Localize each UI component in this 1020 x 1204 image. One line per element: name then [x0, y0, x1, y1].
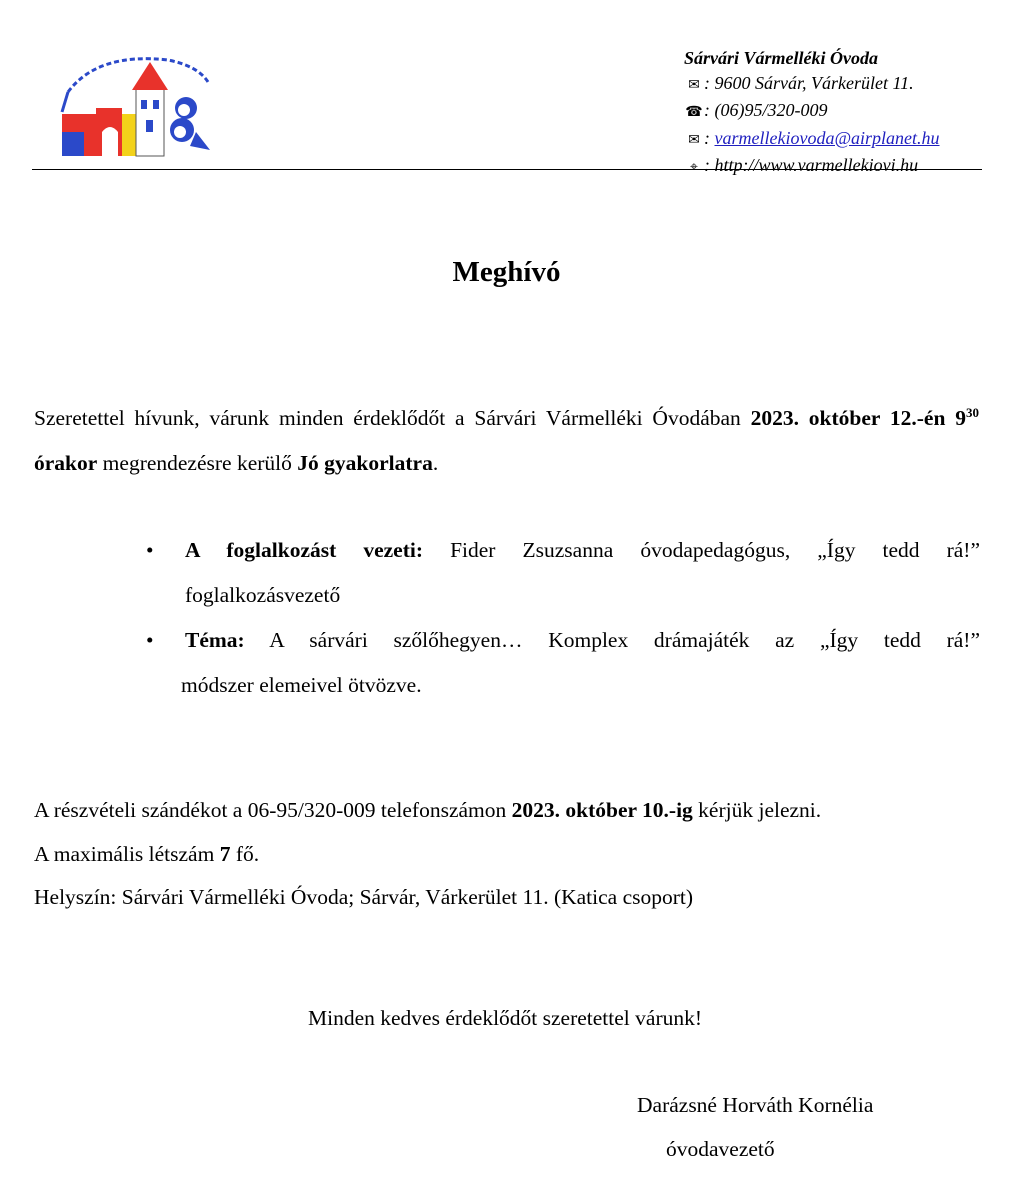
- leader-label: A foglalkozást vezeti:: [185, 538, 424, 562]
- capacity-text: A maximális létszám: [34, 841, 220, 866]
- intro-text-2: megrendezésre kerülő: [97, 451, 298, 475]
- rsvp-deadline: 2023. október 10.-ig: [511, 798, 693, 822]
- page-title: Meghívó: [452, 256, 561, 288]
- event-date: 2023. október 12.-én 9: [750, 406, 966, 430]
- signer-role: óvodavezető: [666, 1137, 775, 1161]
- leader-text-cont: foglalkozásvezető: [185, 582, 341, 607]
- email-link[interactable]: varmellekiovoda@airplanet.hu: [714, 127, 940, 148]
- practical-info: [34, 789, 821, 920]
- intro-text-3: .: [432, 451, 439, 475]
- rsvp-text-2: kérjük jelezni.: [692, 798, 822, 822]
- event-name: Jó gyakorlatra: [297, 451, 433, 475]
- email-line: ✉ : varmellekiovoda@airplanet.hu: [684, 126, 940, 154]
- phone-text: (06)95/320-009: [714, 100, 828, 120]
- phone-line: ☎: (06)95/320-009: [684, 98, 940, 126]
- capacity-unit: fő.: [230, 841, 260, 866]
- bullet-icon: •: [146, 628, 154, 652]
- bullet-icon: •: [146, 538, 154, 562]
- website-text: http://www.varmellekiovi.hu: [714, 155, 919, 175]
- closing-line: Minden kedves érdeklődőt szeretettel várunk!: [307, 1006, 703, 1030]
- details-list: [140, 528, 980, 708]
- address-text: 9600 Sárvár, Várkerület 11.: [714, 72, 914, 93]
- capacity-line: [34, 833, 821, 877]
- email-icon: ✉: [688, 132, 700, 148]
- website-line: ⌖ : http://www.varmellekiovi.hu: [684, 153, 940, 181]
- topic-text-cont: módszer elemeivel ötvözve.: [181, 672, 422, 697]
- list-item-topic: [140, 618, 980, 707]
- event-time-label: órakor: [34, 451, 98, 475]
- list-item-leader: [140, 528, 980, 617]
- envelope-icon: ✉: [688, 77, 700, 93]
- invitation-paragraph: [34, 396, 979, 486]
- phone-fax-icon: ☎: [685, 105, 703, 120]
- topic-label: Téma:: [185, 628, 245, 652]
- rsvp-text: A részvételi szándékot a 06-95/320-009 telefonszámon: [34, 798, 512, 822]
- header-divider: [32, 169, 982, 170]
- leader-text: Fider Zsuzsanna óvodapedagógus, „Így tedd rá!”: [423, 538, 980, 562]
- location-line: Helyszín: Sárvári Vármelléki Óvoda; Sárvár, Várkerület 11. (Katica csoport): [34, 885, 694, 909]
- event-time-minutes: 30: [966, 405, 979, 420]
- web-icon: ⌖: [690, 160, 698, 175]
- rsvp-line: [34, 789, 821, 833]
- kindergarten-logo: [58, 52, 218, 160]
- address-line: ✉ : 9600 Sárvár, Várkerület 11.: [684, 71, 940, 99]
- capacity-number: 7: [219, 841, 231, 866]
- school-name: Sárvári Vármelléki Óvoda: [684, 48, 878, 68]
- topic-text: A sárvári szőlőhegyen… Komplex drámajáték az „Így tedd rá!”: [244, 628, 980, 652]
- contact-block: [684, 46, 940, 181]
- intro-text: Szeretettel hívunk, várunk minden érdeklődőt a Sárvári Vármelléki Óvodában: [34, 406, 751, 430]
- signer-name: Darázsné Horváth Kornélia: [637, 1093, 874, 1117]
